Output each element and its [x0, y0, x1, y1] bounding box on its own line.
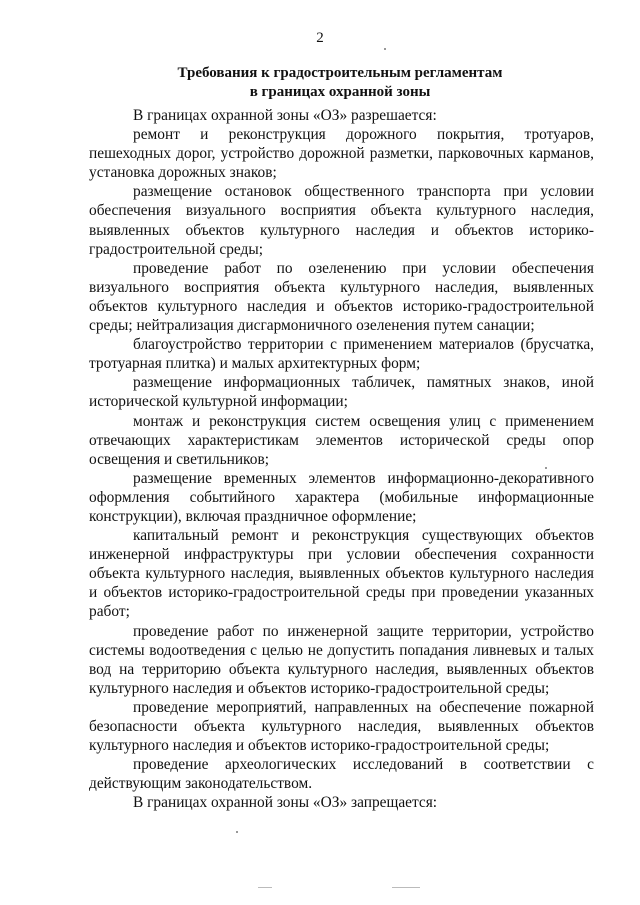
paragraph-landscaping: проведение работ по озеленению при условии обеспечения визуального восприятия объекта культурного наследия, выявленных объектов культурного наследия и объектов историко-градостроительной среды; нейтрализация дисгармоничного озеленения путем санации;: [89, 259, 594, 335]
paragraph-engineering-protection: проведение работ по инженерной защите территории, устройство системы водоотведения с целью не допустить попадания ливневых и талых вод на территорию объекта культурного наследия, выявленных объектов культурного наследия и объектов историко-градостроительной среды;: [89, 622, 594, 697]
paragraph-info-plaques: размещение информационных табличек, памятных знаков, иной исторической культурной информации;: [89, 374, 594, 411]
scan-speck: [236, 831, 238, 833]
paragraph-infrastructure: капитальный ремонт и реконструкция существующих объектов инженерной инфраструктуры при условии обеспечения сохранности объекта культурного наследия, выявленных объектов культурного наследия и объектов историко-градостроительной среды при проведении указанных работ;: [89, 527, 594, 621]
scan-mark: [392, 887, 420, 888]
title-line-1: Требования к градостроительным регламентам: [177, 65, 503, 81]
paragraph-archaeology: проведение археологических исследований в соответствии с действующим законодательством.: [89, 756, 594, 793]
paragraph-improvement: благоустройство территории с применением материалов (брусчатка, тротуарная плитка) и малых архитектурных форм;: [89, 336, 594, 373]
paragraph-transport-stops: размещение остановок общественного транспорта при условии обеспечения визуального восприятия объекта культурного наследия, выявленных объектов культурного наследия и объектов историко-градостроительной среды;: [89, 183, 594, 258]
paragraph-fire-safety: проведение мероприятий, направленных на обеспечение пожарной безопасности объекта культурного наследия, выявленных объектов культурного наследия и объектов историко-градостроительной среды;: [89, 698, 594, 755]
document-body: [89, 106, 594, 812]
paragraph-road-repair: ремонт и реконструкция дорожного покрытия, тротуаров, пешеходных дорог, устройство дорожной разметки, парковочных карманов, установка дорожных знаков;: [89, 126, 594, 182]
title-line-2: в границах охранной зоны: [249, 84, 431, 100]
page-title: [90, 64, 590, 102]
paragraph-prohibited-intro: В границах охранной зоны «ОЗ» запрещается:: [133, 794, 438, 812]
paragraph-street-lighting: монтаж и реконструкция систем освещения улиц с применением отвечающих характеристикам элементов исторической среды опор освещения и светильников;: [89, 412, 594, 468]
scan-speck: [545, 467, 547, 469]
paragraph-temporary-decor: размещение временных элементов информационно-декоративного оформления событийного характера (мобильные информационные конструкции), включая праздничное оформление;: [89, 469, 594, 525]
scan-speck: [384, 48, 386, 50]
page-number: 2: [316, 30, 324, 46]
paragraph-permitted-intro: В границах охранной зоны «ОЗ» разрешается:: [133, 107, 437, 124]
scan-mark: [258, 887, 272, 888]
